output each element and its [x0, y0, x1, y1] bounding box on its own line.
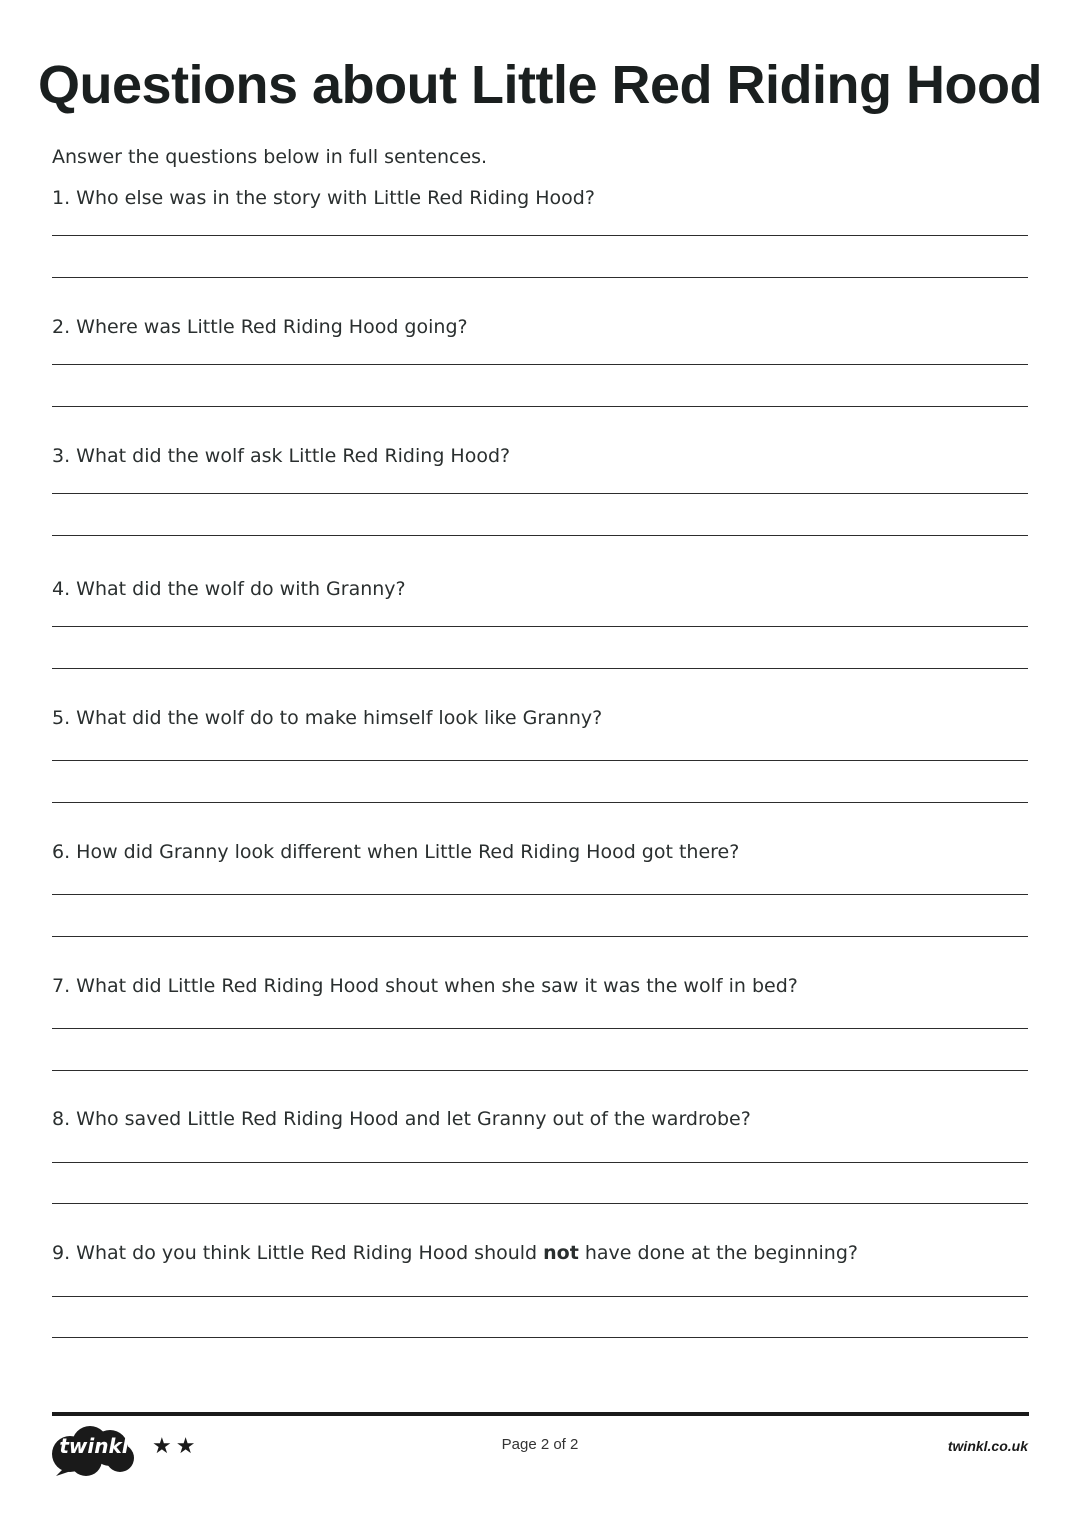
answer-line[interactable]: [52, 493, 1028, 494]
question-text: 9. What do you think Little Red Riding Hood should not have done at the beginning?: [52, 1242, 858, 1264]
answer-line[interactable]: [52, 1070, 1028, 1071]
answer-line[interactable]: [52, 894, 1028, 895]
star-icon: ★: [175, 1434, 196, 1459]
question-text: 8. Who saved Little Red Riding Hood and let Granny out of the wardrobe?: [52, 1108, 751, 1130]
instructions: Answer the questions below in full sentences.: [52, 146, 488, 168]
answer-line[interactable]: [52, 1162, 1028, 1163]
site-url[interactable]: twinkl.co.uk: [947, 1438, 1028, 1454]
question-text: 2. Where was Little Red Riding Hood going?: [52, 316, 468, 338]
question-block: [52, 1108, 1028, 1238]
answer-line[interactable]: [52, 626, 1028, 627]
answer-line[interactable]: [52, 1337, 1028, 1338]
question-text: 6. How did Granny look different when Little Red Riding Hood got there?: [52, 841, 740, 863]
answer-line[interactable]: [52, 760, 1028, 761]
question-block: [52, 707, 1028, 837]
page-title: Questions about Little Red Riding Hood: [38, 55, 1042, 115]
question-text: 1. Who else was in the story with Little Red Riding Hood?: [52, 187, 595, 209]
answer-line[interactable]: [52, 1203, 1028, 1204]
page-number: Page 2 of 2: [501, 1436, 579, 1453]
question-text: 4. What did the wolf do with Granny?: [52, 578, 406, 600]
question-block: [52, 187, 1028, 317]
question-block: [52, 975, 1028, 1105]
answer-line[interactable]: [52, 364, 1028, 365]
question-block: [52, 445, 1028, 575]
answer-line[interactable]: [52, 535, 1028, 536]
question-block: [52, 578, 1028, 708]
question-block: [52, 841, 1028, 971]
question-block: [52, 1242, 1028, 1372]
footer-divider: [52, 1412, 1029, 1416]
answer-line[interactable]: [52, 668, 1028, 669]
answer-line[interactable]: [52, 406, 1028, 407]
answer-line[interactable]: [52, 277, 1028, 278]
question-text: 3. What did the wolf ask Little Red Riding Hood?: [52, 445, 511, 467]
answer-line[interactable]: [52, 936, 1028, 937]
question-block: [52, 316, 1028, 446]
question-text: 7. What did Little Red Riding Hood shout when she saw it was the wolf in bed?: [52, 975, 798, 997]
answer-line[interactable]: [52, 235, 1028, 236]
logo-text: twinkl: [59, 1434, 129, 1458]
star-icon: ★: [152, 1434, 172, 1459]
question-text: 5. What did the wolf do to make himself look like Granny?: [52, 707, 603, 729]
answer-line[interactable]: [52, 1028, 1028, 1029]
answer-line[interactable]: [52, 1296, 1028, 1297]
answer-line[interactable]: [52, 802, 1028, 803]
